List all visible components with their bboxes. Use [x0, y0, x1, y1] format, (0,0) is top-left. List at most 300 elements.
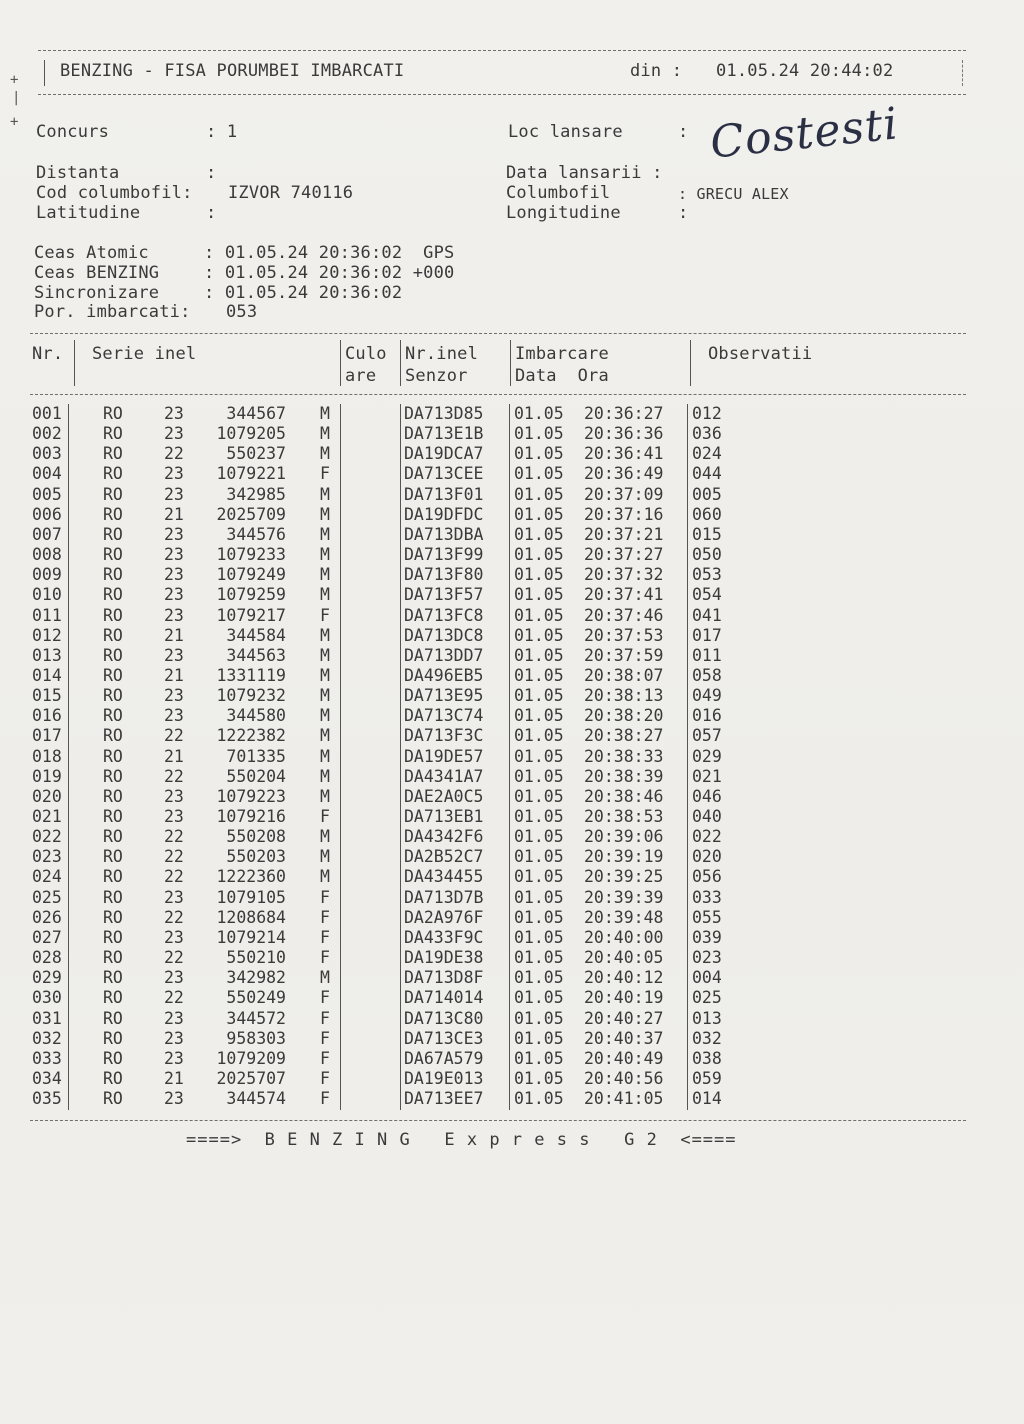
table-row	[0, 485, 1024, 505]
row-date: 01.05	[514, 585, 564, 605]
table-row	[0, 505, 1024, 525]
row-sex: M	[320, 424, 330, 444]
row-nr: 011	[32, 605, 62, 625]
row-year: 22	[164, 766, 184, 786]
por-label: Por. imbarcati:	[34, 302, 191, 322]
row-code: 013	[692, 1008, 722, 1028]
row-sex: F	[320, 1008, 330, 1028]
row-date: 01.05	[514, 746, 564, 766]
row-time: 20:37:41	[584, 585, 664, 605]
row-sex: F	[320, 1048, 330, 1068]
row-time: 20:37:46	[584, 605, 664, 625]
col-nr: Nr.	[32, 344, 64, 364]
row-ring: 1079209	[216, 1048, 286, 1068]
row-ring: 1208684	[216, 907, 286, 927]
row-year: 23	[164, 887, 184, 907]
row-sensor: DA713F01	[404, 484, 484, 504]
distanta-label: Distanta	[36, 163, 120, 183]
divider	[510, 340, 511, 386]
row-nr: 023	[32, 847, 62, 867]
header-bottom-border	[38, 94, 966, 95]
row-sex: F	[320, 605, 330, 625]
row-ring: 1222360	[216, 867, 286, 887]
row-year: 22	[164, 726, 184, 746]
row-sex: M	[320, 827, 330, 847]
row-nr: 008	[32, 545, 62, 565]
row-time: 20:37:59	[584, 645, 664, 665]
row-nr: 028	[32, 948, 62, 968]
row-country: RO	[103, 867, 123, 887]
row-year: 23	[164, 807, 184, 826]
row-date: 01.05	[514, 464, 564, 484]
row-nr: 029	[32, 968, 62, 988]
col-nrinel-2: Senzor	[405, 366, 468, 386]
sincronizare-value: : 01.05.24 20:36:02	[204, 283, 403, 303]
divider	[74, 340, 75, 386]
row-ring: 550208	[226, 827, 286, 847]
row-country: RO	[103, 1089, 123, 1109]
row-country: RO	[103, 484, 123, 504]
row-date: 01.05	[514, 827, 564, 847]
row-sensor: DA713DBA	[404, 524, 484, 544]
row-country: RO	[103, 464, 123, 484]
row-year: 22	[164, 827, 184, 847]
row-ring: 701335	[226, 746, 286, 766]
table-row	[0, 444, 1024, 464]
row-ring: 1079259	[216, 585, 286, 605]
row-nr: 017	[32, 726, 62, 746]
table-row	[0, 1049, 1024, 1069]
row-year: 21	[164, 504, 184, 524]
row-sex: M	[320, 847, 330, 867]
ceas-benzing-value: : 01.05.24 20:36:02 +000	[204, 263, 455, 283]
row-nr: 003	[32, 444, 62, 464]
row-sex: M	[320, 625, 330, 645]
row-sex: M	[320, 565, 330, 585]
table-row	[0, 948, 1024, 968]
row-time: 20:37:21	[584, 524, 664, 544]
row-date: 01.05	[514, 847, 564, 867]
row-date: 01.05	[514, 1068, 564, 1088]
row-nr: 032	[32, 1028, 62, 1048]
table-row	[0, 525, 1024, 545]
row-year: 21	[164, 625, 184, 645]
table-row	[0, 666, 1024, 686]
row-year: 22	[164, 988, 184, 1008]
row-country: RO	[103, 665, 123, 685]
sincronizare-label: Sincronizare	[34, 283, 160, 303]
ceas-atomic-value: : 01.05.24 20:36:02 GPS	[204, 243, 455, 263]
row-nr: 026	[32, 907, 62, 927]
row-date: 01.05	[514, 927, 564, 947]
ceas-atomic-label: Ceas Atomic	[34, 243, 149, 263]
row-time: 20:39:06	[584, 827, 664, 847]
row-ring: 1222382	[216, 726, 286, 746]
row-time: 20:40:00	[584, 927, 664, 947]
row-country: RO	[103, 1008, 123, 1028]
row-code: 055	[692, 907, 722, 927]
row-ring: 550204	[226, 766, 286, 786]
row-time: 20:37:32	[584, 565, 664, 585]
table-row	[0, 1069, 1024, 1089]
columbofil-value: : GRECU ALEX	[678, 185, 789, 203]
row-ring: 344563	[226, 645, 286, 665]
row-ring: 2025707	[216, 1068, 286, 1088]
row-time: 20:37:53	[584, 625, 664, 645]
row-time: 20:38:39	[584, 766, 664, 786]
row-year: 22	[164, 907, 184, 927]
row-code: 059	[692, 1068, 722, 1088]
row-ring: 342985	[226, 484, 286, 504]
row-time: 20:38:07	[584, 665, 664, 685]
row-sensor: DA713C74	[404, 706, 484, 726]
row-date: 01.05	[514, 968, 564, 988]
row-code: 004	[692, 968, 722, 988]
table-row	[0, 988, 1024, 1008]
row-nr: 016	[32, 706, 62, 726]
row-ring: 550203	[226, 847, 286, 867]
row-country: RO	[103, 444, 123, 464]
row-nr: 009	[32, 565, 62, 585]
distanta-value: :	[206, 163, 217, 183]
por-value: 053	[226, 302, 258, 322]
row-year: 23	[164, 1089, 184, 1109]
row-sex: M	[320, 545, 330, 565]
row-ring: 550249	[226, 988, 286, 1008]
row-country: RO	[103, 927, 123, 947]
row-code: 060	[692, 504, 722, 524]
row-code: 033	[692, 887, 722, 907]
row-country: RO	[103, 504, 123, 524]
table-row	[0, 646, 1024, 666]
row-sensor: DA433F9C	[404, 927, 484, 947]
table-row	[0, 1009, 1024, 1029]
row-code: 044	[692, 464, 722, 484]
col-imbarcare-2: Data Ora	[515, 366, 609, 386]
row-code: 054	[692, 585, 722, 605]
row-time: 20:39:19	[584, 847, 664, 867]
row-sex: M	[320, 645, 330, 665]
concurs-label: Concurs	[36, 122, 110, 142]
row-year: 23	[164, 706, 184, 726]
ceas-benzing-label: Ceas BENZING	[34, 263, 160, 283]
row-year: 21	[164, 746, 184, 766]
row-nr: 035	[32, 1089, 62, 1109]
data-lansarii-label: Data lansarii :	[506, 163, 663, 183]
row-sensor: DA713F57	[404, 585, 484, 605]
table-row	[0, 686, 1024, 706]
row-ring: 1079216	[216, 807, 286, 826]
row-year: 23	[164, 404, 184, 423]
row-time: 20:38:20	[584, 706, 664, 726]
row-date: 01.05	[514, 565, 564, 585]
row-ring: 344572	[226, 1008, 286, 1028]
row-sex: M	[320, 404, 330, 423]
footer-brand: ====> B E N Z I N G E x p r e s s G 2 <====	[186, 1130, 737, 1150]
row-date: 01.05	[514, 545, 564, 565]
divider	[400, 340, 401, 386]
latitudine-value: :	[206, 203, 217, 223]
row-year: 23	[164, 484, 184, 504]
row-country: RO	[103, 404, 123, 423]
row-year: 23	[164, 1028, 184, 1048]
row-sex: F	[320, 464, 330, 484]
row-code: 041	[692, 605, 722, 625]
row-ring: 344576	[226, 524, 286, 544]
table-row	[0, 807, 1024, 827]
row-year: 23	[164, 464, 184, 484]
row-year: 23	[164, 585, 184, 605]
col-serie: Serie inel	[92, 344, 197, 364]
row-year: 23	[164, 545, 184, 565]
row-sex: M	[320, 706, 330, 726]
row-ring: 344580	[226, 706, 286, 726]
row-year: 23	[164, 565, 184, 585]
row-country: RO	[103, 605, 123, 625]
cod-value: IZVOR 740116	[228, 183, 354, 203]
row-sex: M	[320, 726, 330, 746]
row-sex: M	[320, 867, 330, 887]
row-ring: 1079233	[216, 545, 286, 565]
row-code: 058	[692, 665, 722, 685]
row-country: RO	[103, 968, 123, 988]
row-sex: M	[320, 444, 330, 464]
row-code: 038	[692, 1048, 722, 1068]
row-sensor: DAE2A0C5	[404, 786, 484, 806]
row-time: 20:40:05	[584, 948, 664, 968]
row-sensor: DA713F3C	[404, 726, 484, 746]
row-date: 01.05	[514, 1028, 564, 1048]
handwritten-location: Costesti	[707, 98, 901, 169]
row-nr: 015	[32, 686, 62, 706]
row-nr: 005	[32, 484, 62, 504]
row-code: 022	[692, 827, 722, 847]
row-time: 20:37:16	[584, 504, 664, 524]
row-time: 20:40:27	[584, 1008, 664, 1028]
row-year: 23	[164, 686, 184, 706]
row-sex: F	[320, 907, 330, 927]
row-sex: M	[320, 968, 330, 988]
row-code: 024	[692, 444, 722, 464]
row-country: RO	[103, 686, 123, 706]
row-time: 20:38:33	[584, 746, 664, 766]
table-row	[0, 767, 1024, 787]
row-year: 22	[164, 867, 184, 887]
row-code: 046	[692, 786, 722, 806]
row-date: 01.05	[514, 444, 564, 464]
table-row	[0, 928, 1024, 948]
row-ring: 1331119	[216, 665, 286, 685]
row-nr: 014	[32, 665, 62, 685]
row-sensor: DA713EB1	[404, 807, 484, 826]
row-country: RO	[103, 524, 123, 544]
table-row	[0, 424, 1024, 444]
row-sex: F	[320, 988, 330, 1008]
row-code: 021	[692, 766, 722, 786]
row-year: 22	[164, 444, 184, 464]
margin-mark: +	[10, 72, 19, 88]
table-row	[0, 827, 1024, 847]
row-time: 20:36:41	[584, 444, 664, 464]
row-year: 23	[164, 605, 184, 625]
row-sensor: DA2B52C7	[404, 847, 484, 867]
row-date: 01.05	[514, 867, 564, 887]
row-code: 056	[692, 867, 722, 887]
row-sex: M	[320, 786, 330, 806]
row-time: 20:38:27	[584, 726, 664, 746]
row-ring: 1079223	[216, 786, 286, 806]
header-right-bar	[962, 60, 963, 86]
row-date: 01.05	[514, 807, 564, 826]
row-sensor: DA67A579	[404, 1048, 484, 1068]
row-sensor: DA713EE7	[404, 1089, 484, 1109]
row-country: RO	[103, 948, 123, 968]
row-code: 017	[692, 625, 722, 645]
row-date: 01.05	[514, 424, 564, 444]
row-sex: F	[320, 1028, 330, 1048]
table-row	[0, 726, 1024, 746]
row-code: 057	[692, 726, 722, 746]
row-sensor: DA4341A7	[404, 766, 484, 786]
row-sex: M	[320, 746, 330, 766]
row-nr: 020	[32, 786, 62, 806]
row-ring: 958303	[226, 1028, 286, 1048]
row-nr: 013	[32, 645, 62, 665]
row-year: 23	[164, 1048, 184, 1068]
row-date: 01.05	[514, 625, 564, 645]
row-code: 029	[692, 746, 722, 766]
row-ring: 2025709	[216, 504, 286, 524]
row-ring: 1079105	[216, 887, 286, 907]
row-sensor: DA713F99	[404, 545, 484, 565]
row-year: 23	[164, 524, 184, 544]
row-nr: 010	[32, 585, 62, 605]
table-row	[0, 545, 1024, 565]
loc-lansare-label: Loc lansare	[508, 122, 623, 142]
row-nr: 007	[32, 524, 62, 544]
row-sensor: DA713DD7	[404, 645, 484, 665]
row-sensor: DA434455	[404, 867, 484, 887]
row-ring: 550237	[226, 444, 286, 464]
row-date: 01.05	[514, 665, 564, 685]
row-ring: 550210	[226, 948, 286, 968]
row-code: 020	[692, 847, 722, 867]
row-sex: M	[320, 686, 330, 706]
table-row	[0, 1029, 1024, 1049]
col-imbarcare-1: Imbarcare	[515, 344, 609, 364]
row-nr: 018	[32, 746, 62, 766]
row-sensor: DA19E013	[404, 1068, 484, 1088]
row-ring: 1079232	[216, 686, 286, 706]
row-year: 21	[164, 665, 184, 685]
margin-mark: +	[10, 114, 19, 130]
row-sensor: DA713D8F	[404, 968, 484, 988]
row-nr: 012	[32, 625, 62, 645]
divider	[690, 340, 691, 386]
row-year: 22	[164, 948, 184, 968]
longitudine-value: :	[678, 203, 689, 223]
row-code: 032	[692, 1028, 722, 1048]
row-nr: 030	[32, 988, 62, 1008]
divider	[340, 340, 341, 386]
row-time: 20:38:46	[584, 786, 664, 806]
row-time: 20:37:27	[584, 545, 664, 565]
row-date: 01.05	[514, 726, 564, 746]
row-nr: 025	[32, 887, 62, 907]
row-time: 20:36:27	[584, 404, 664, 423]
row-nr: 002	[32, 424, 62, 444]
row-sensor: DA713D85	[404, 404, 484, 423]
row-country: RO	[103, 766, 123, 786]
row-country: RO	[103, 726, 123, 746]
row-year: 23	[164, 927, 184, 947]
row-country: RO	[103, 827, 123, 847]
row-sensor: DA714014	[404, 988, 484, 1008]
row-year: 22	[164, 847, 184, 867]
row-date: 01.05	[514, 404, 564, 423]
table-row	[0, 888, 1024, 908]
row-date: 01.05	[514, 605, 564, 625]
table-row	[0, 787, 1024, 807]
row-nr: 027	[32, 927, 62, 947]
table-row	[0, 464, 1024, 484]
header-left-bar	[44, 60, 45, 86]
row-date: 01.05	[514, 887, 564, 907]
table-row	[0, 606, 1024, 626]
table-row	[0, 867, 1024, 887]
latitudine-label: Latitudine	[36, 203, 141, 223]
row-nr: 024	[32, 867, 62, 887]
row-date: 01.05	[514, 524, 564, 544]
row-sex: M	[320, 524, 330, 544]
row-date: 01.05	[514, 1089, 564, 1109]
row-sensor: DA496EB5	[404, 665, 484, 685]
row-sensor: DA19DE38	[404, 948, 484, 968]
row-sensor: DA19DE57	[404, 746, 484, 766]
row-country: RO	[103, 706, 123, 726]
row-sensor: DA713FC8	[404, 605, 484, 625]
row-sex: F	[320, 807, 330, 826]
table-row	[0, 908, 1024, 928]
row-date: 01.05	[514, 686, 564, 706]
row-sensor: DA4342F6	[404, 827, 484, 847]
concurs-value: : 1	[206, 122, 238, 142]
col-nrinel-1: Nr.inel	[405, 344, 479, 364]
row-code: 040	[692, 807, 722, 826]
row-date: 01.05	[514, 786, 564, 806]
row-year: 23	[164, 1008, 184, 1028]
row-code: 023	[692, 948, 722, 968]
row-country: RO	[103, 988, 123, 1008]
row-ring: 1079249	[216, 565, 286, 585]
row-country: RO	[103, 1068, 123, 1088]
row-sensor: DA713D7B	[404, 887, 484, 907]
table-row	[0, 968, 1024, 988]
margin-mark: |	[12, 90, 21, 106]
row-date: 01.05	[514, 907, 564, 927]
row-country: RO	[103, 565, 123, 585]
row-code: 015	[692, 524, 722, 544]
row-date: 01.05	[514, 988, 564, 1008]
row-country: RO	[103, 585, 123, 605]
row-code: 025	[692, 988, 722, 1008]
row-date: 01.05	[514, 645, 564, 665]
row-year: 23	[164, 424, 184, 444]
row-sensor: DA2A976F	[404, 907, 484, 927]
row-nr: 004	[32, 464, 62, 484]
row-ring: 344567	[226, 404, 286, 423]
row-sensor: DA713E95	[404, 686, 484, 706]
